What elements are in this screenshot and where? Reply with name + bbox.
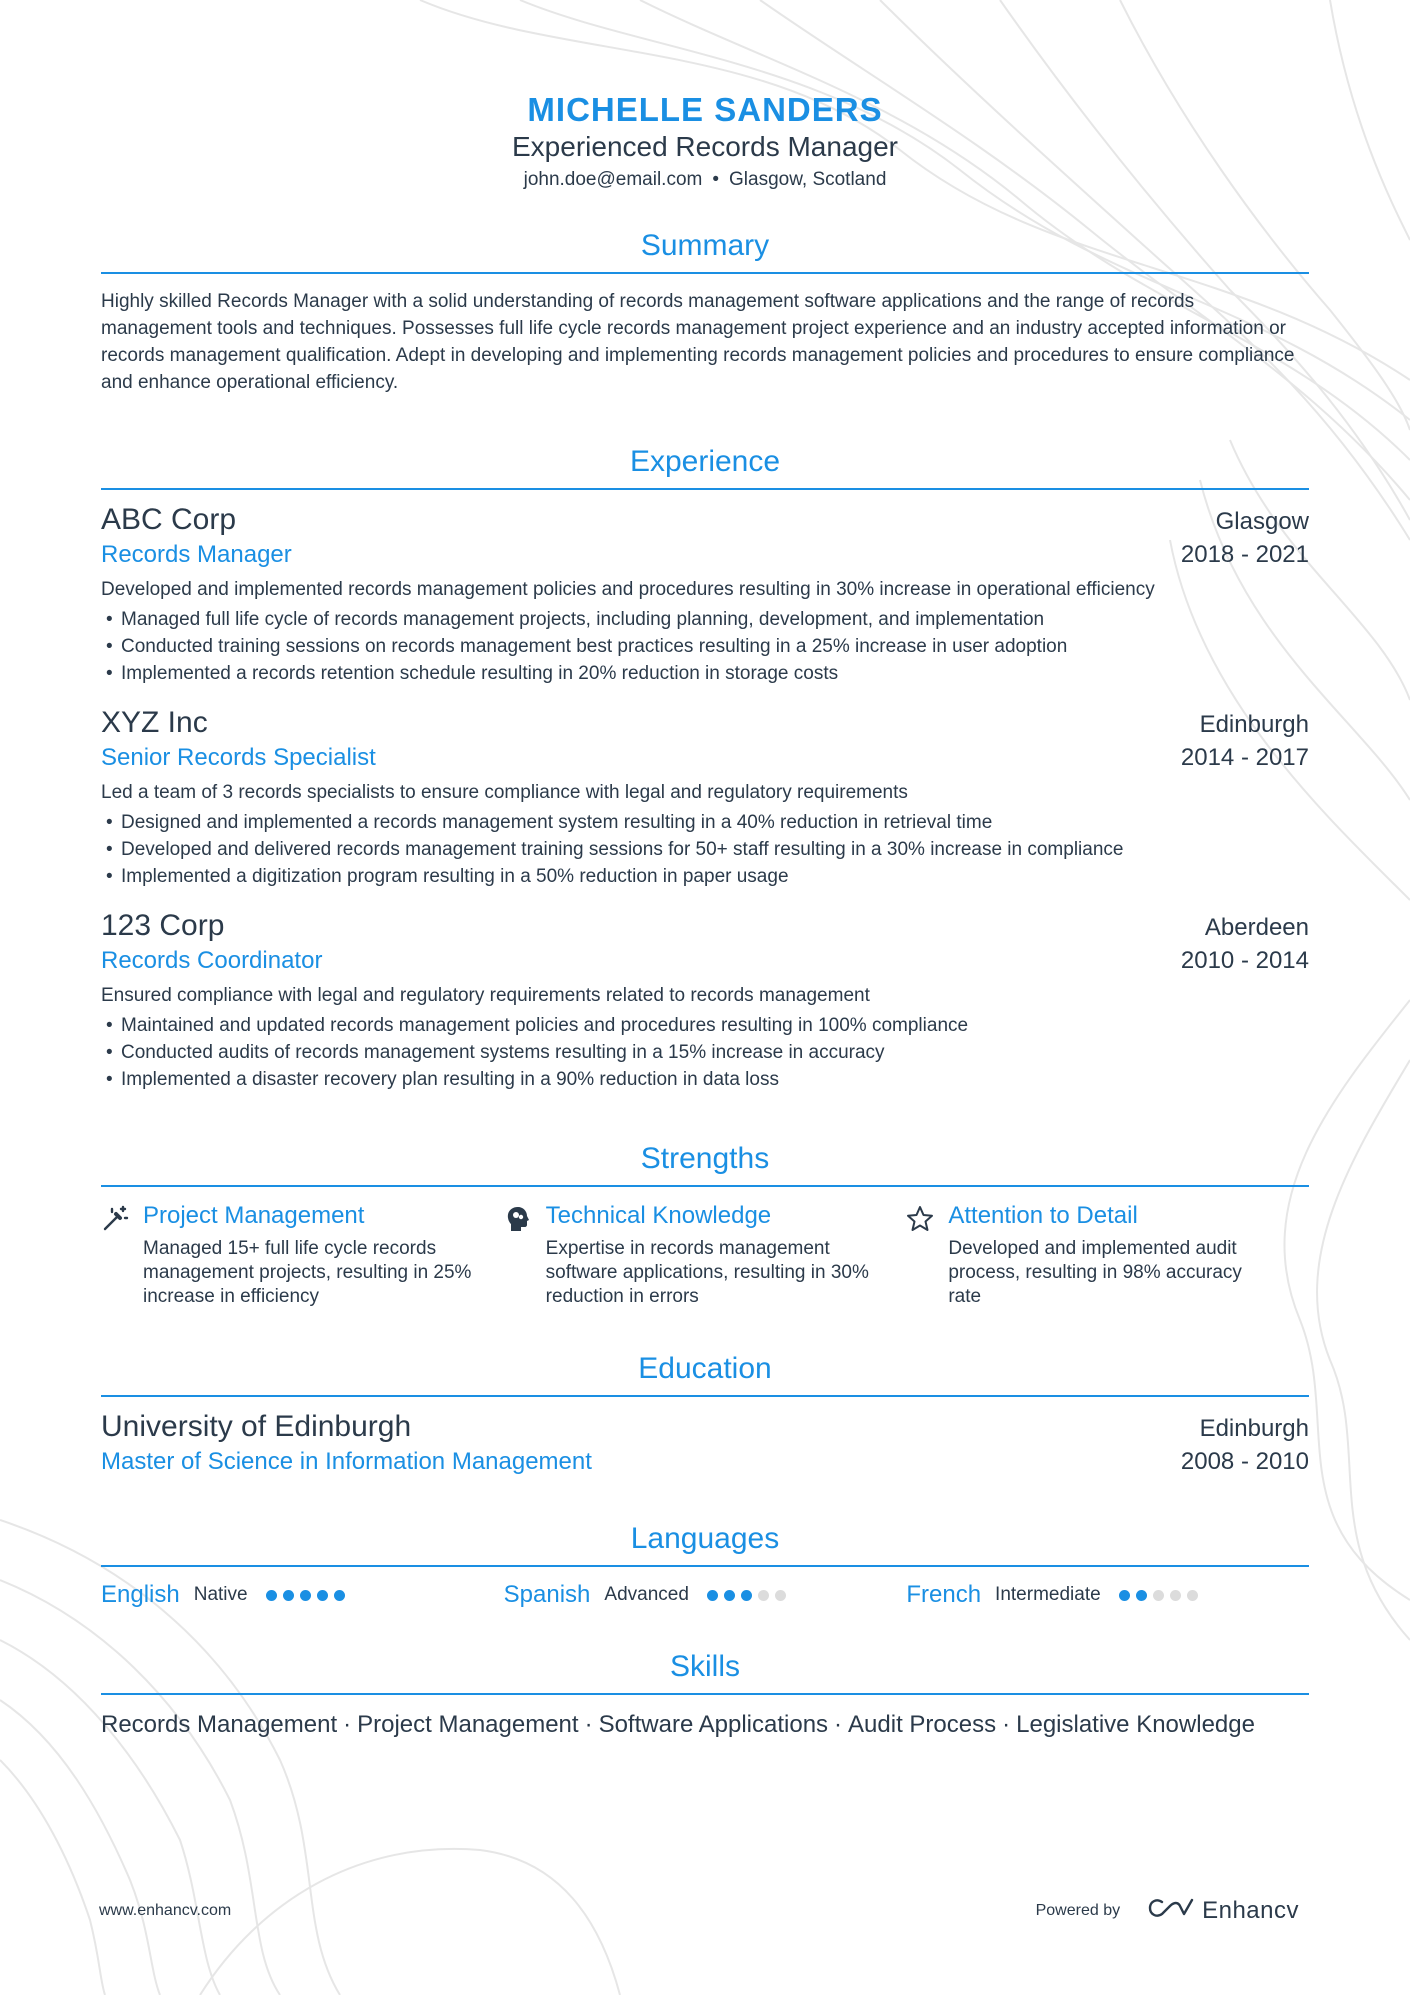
skill-item: Records Management: [101, 1711, 338, 1738]
contact-location: Glasgow, Scotland: [729, 169, 887, 190]
rating-dot-filled: [741, 1590, 752, 1601]
education-heading: Education: [101, 1351, 1309, 1397]
job-location: Aberdeen: [1204, 914, 1309, 941]
job-company: XYZ Inc: [101, 706, 208, 739]
language-rating: [707, 1590, 792, 1601]
rating-dot-filled: [1119, 1590, 1130, 1601]
strengths-heading: Strengths: [101, 1141, 1309, 1187]
rating-dot-filled: [724, 1590, 735, 1601]
rating-dot-filled: [707, 1590, 718, 1601]
job-company: ABC Corp: [101, 503, 237, 536]
job-bullets: [101, 1012, 1309, 1093]
education-school: University of Edinburgh: [101, 1410, 412, 1443]
job-bullets: [101, 606, 1309, 687]
job-description: Ensured compliance with legal and regulatory requirements related to records management: [101, 985, 870, 1006]
strength-item: [504, 1201, 907, 1309]
magic-wand-icon: [101, 1201, 143, 1309]
job-entry: [101, 705, 1309, 890]
rating-dot-empty: [1170, 1590, 1181, 1601]
language-rating: [266, 1590, 351, 1601]
skills-heading: Skills: [101, 1649, 1309, 1695]
language-level: Advanced: [604, 1584, 689, 1605]
job-role: Records Coordinator: [101, 947, 323, 974]
job-bullet: • Implemented a records retention schedule resulting in 20% reduction in storage costs: [101, 660, 1309, 687]
rating-dot-empty: [758, 1590, 769, 1601]
education-entry: [101, 1409, 1309, 1479]
job-bullet: • Implemented a digitization program resulting in a 50% reduction in paper usage: [101, 863, 1309, 890]
job-role: Records Manager: [101, 541, 292, 568]
candidate-title: Experienced Records Manager: [512, 131, 898, 162]
rating-dot-filled: [1136, 1590, 1147, 1601]
rating-dot-empty: [1153, 1590, 1164, 1601]
rating-dot-filled: [334, 1590, 345, 1601]
resume-page: [101, 0, 1309, 1741]
skill-item: Project Management: [357, 1711, 579, 1738]
job-entry: [101, 908, 1309, 1093]
language-name: English: [101, 1581, 180, 1608]
job-bullet: • Designed and implemented a records management system resulting in a 40% reduction in retrieval time: [101, 809, 1309, 836]
skill-separator: ·: [1002, 1711, 1011, 1738]
skills-section: [101, 1649, 1309, 1741]
contact-line: [101, 168, 1309, 192]
language-level: Intermediate: [995, 1584, 1101, 1605]
job-bullet: • Conducted training sessions on records management best practices resulting in a 25% increase in user adoption: [101, 633, 1309, 660]
job-bullet: • Developed and delivered records management training sessions for 50+ staff resulting in a 30% increase in compliance: [101, 836, 1309, 863]
job-dates: 2014 - 2017: [1180, 744, 1309, 771]
strength-title: Attention to Detail: [948, 1202, 1138, 1229]
enhancv-logo-icon: [1148, 1896, 1194, 1925]
candidate-name: MICHELLE SANDERS: [527, 91, 883, 128]
rating-dot-empty: [1187, 1590, 1198, 1601]
resume-header: [101, 0, 1309, 192]
rating-dot-filled: [283, 1590, 294, 1601]
language-rating: [1119, 1590, 1204, 1601]
brain-head-icon: [504, 1201, 546, 1309]
star-icon: [906, 1201, 948, 1309]
rating-dot-filled: [300, 1590, 311, 1601]
rating-dot-filled: [317, 1590, 328, 1601]
skill-separator: ·: [343, 1711, 352, 1738]
education-location: Edinburgh: [1199, 1415, 1309, 1442]
rating-dot-empty: [775, 1590, 786, 1601]
skill-item: Audit Process: [848, 1711, 997, 1738]
job-entry: [101, 502, 1309, 687]
job-location: Edinburgh: [1199, 711, 1309, 738]
education-dates: 2008 - 2010: [1180, 1448, 1309, 1475]
contact-separator: •: [712, 169, 720, 190]
powered-by-label: Powered by: [1035, 1901, 1121, 1919]
job-location: Glasgow: [1215, 508, 1309, 535]
strength-description: Developed and implemented audit process, resulting in 98% accuracy rate: [948, 1238, 1242, 1307]
strength-item: [101, 1201, 504, 1309]
skills-list: [101, 1709, 1309, 1741]
footer-url[interactable]: www.enhancv.com: [99, 1901, 232, 1919]
job-description: Led a team of 3 records specialists to ensure compliance with legal and regulatory requirements: [101, 782, 908, 803]
education-degree: Master of Science in Information Management: [101, 1448, 592, 1475]
skill-item: Software Applications: [598, 1711, 829, 1738]
rating-dot-filled: [266, 1590, 277, 1601]
education-section: [101, 1351, 1309, 1479]
language-item: [504, 1581, 907, 1609]
job-company: 123 Corp: [101, 909, 225, 942]
skill-item: Legislative Knowledge: [1016, 1711, 1255, 1738]
summary-section: [101, 228, 1309, 396]
experience-heading: Experience: [101, 444, 1309, 490]
strengths-section: [101, 1141, 1309, 1309]
job-bullet: • Implemented a disaster recovery plan resulting in a 90% reduction in data loss: [101, 1066, 1309, 1093]
skill-separator: ·: [834, 1711, 843, 1738]
languages-section: [101, 1521, 1309, 1609]
contact-email[interactable]: john.doe@email.com: [523, 169, 703, 190]
language-name: Spanish: [503, 1581, 591, 1608]
skill-separator: ·: [584, 1711, 593, 1738]
strength-title: Project Management: [143, 1202, 365, 1229]
job-bullet: • Managed full life cycle of records management projects, including planning, development, and implementation: [101, 606, 1309, 633]
job-description: Developed and implemented records management policies and procedures resulting in 30% increase in operational efficiency: [101, 579, 1155, 600]
job-bullet: • Maintained and updated records management policies and procedures resulting in 100% compliance: [101, 1012, 1309, 1039]
language-name: French: [906, 1581, 982, 1608]
job-dates: 2018 - 2021: [1180, 541, 1309, 568]
job-dates: 2010 - 2014: [1180, 947, 1309, 974]
experience-section: [101, 444, 1309, 1093]
brand-name[interactable]: Enhancv: [1202, 1896, 1299, 1924]
languages-heading: Languages: [101, 1521, 1309, 1567]
language-item: [906, 1581, 1309, 1609]
language-level: Native: [193, 1584, 248, 1605]
strength-description: Expertise in records management software applications, resulting in 30% reduction in errors: [545, 1238, 869, 1307]
job-role: Senior Records Specialist: [101, 744, 376, 771]
strength-description: Managed 15+ full life cycle records management projects, resulting in 25% increase in efficiency: [143, 1238, 472, 1307]
job-bullets: [101, 809, 1309, 890]
summary-heading: Summary: [101, 228, 1309, 274]
job-bullet: • Conducted audits of records management systems resulting in a 15% increase in accuracy: [101, 1039, 1309, 1066]
summary-text: Highly skilled Records Manager with a solid understanding of records management software applications and the range of records management tools and techniques. Possesses full life cycle records management project experience and an industry accepted information or records management qualification. Adept in developing and implementing records management policies and procedures to ensure compliance and enhance operational efficiency.: [101, 291, 1295, 393]
strength-title: Technical Knowledge: [545, 1202, 772, 1229]
page-footer: [99, 1896, 1299, 1925]
language-item: [101, 1581, 504, 1609]
strength-item: [906, 1201, 1309, 1309]
footer-branding: [1036, 1896, 1299, 1925]
